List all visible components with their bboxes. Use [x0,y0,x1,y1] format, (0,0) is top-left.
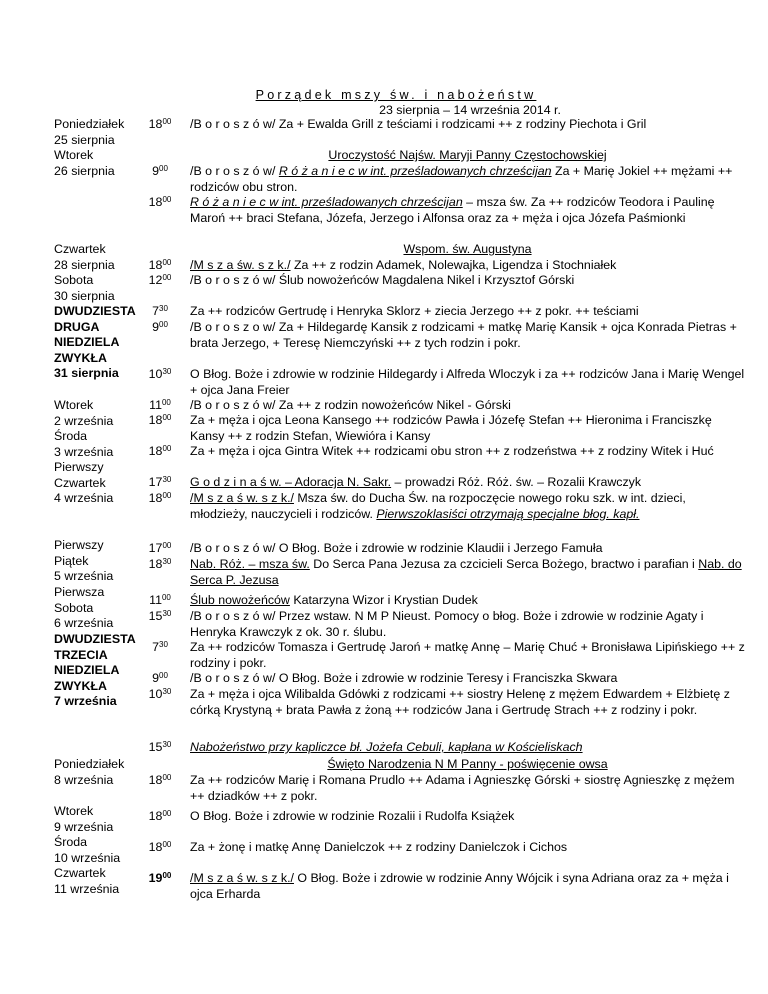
day-label: Pierwszy Czwartek 4 września [54,460,114,506]
mass-time: $17^{30}$ [148,475,172,489]
mass-time: $10^{30}$ [148,687,172,701]
mass-intention: Za ++ rodziców Tomasza i Gertrudę Jaroń + matkę Annę – Marię Chuć + Bronisława Lipińskiego ++ z rodziny i pokr. [190,640,745,670]
mass-time: $18^{00}$ [148,773,172,787]
mass-time: $18^{00}$ [148,117,172,131]
mass-intention: /B o r o s z ó w/ Za ++ z rodzin nowożeńców Nikel - Górski [190,398,511,412]
mass-time: $9^{00}$ [152,164,168,178]
mass-time: $9^{00}$ [152,671,168,685]
mass-intention: /B o r o s z ó w/ Przez wstaw. N M P Nieust. Pomocy o błog. Boże i zdrowie w rodzinie Agaty i Henryka Krawczyk z ok. 30 r. ślubu. [190,609,704,639]
mass-intention: /M s z a ś w. s z k./ Msza św. do Ducha Św. na rozpoczęcie nowego roku szk. w int. dzieci, młodzieży, nauczycieli i rodziców. Pierwszoklasiści otrzymają specjalne błog. kapł. [190,491,686,521]
day-label: Wtorek 2 września [54,398,114,428]
feast-heading: Wspom. św. Augustyna [403,242,532,256]
mass-time: $7^{30}$ [152,640,168,654]
mass-intention: Ślub nowożeńców Katarzyna Wizor i Krystian Dudek [190,593,478,607]
day-label: Środa 3 września [54,429,114,459]
mass-intention: /B o r o s z ó w/ Za + Ewalda Grill z teściami i rodzicami ++ z rodziny Piechota i Gril [190,117,647,131]
mass-time: $18^{30}$ [148,557,172,571]
mass-intention: Za + męża i ojca Wilibalda Gdówki z rodzicami ++ siostry Helenę z mężem Edwardem + Elżbietę z córką Krystyną + brata Pawła z żoną ++ rodziców Jana i Gertrudę Strach ++ z rodziny i pokr. [190,687,730,717]
sunday-label: DWUDZIESTA TRZECIA NIEDZIELA ZWYKŁA 7 września [54,632,136,709]
mass-time: $18^{00}$ [148,195,172,209]
mass-intention: Za + męża i ojca Gintra Witek ++ rodzicami obu stron ++ z rodzeństwa ++ z rodziny Witek i Huć [190,444,714,458]
mass-time: $12^{00}$ [148,273,172,287]
day-label: Środa 10 września [54,835,121,865]
day-label: Czwartek 11 września [54,866,120,896]
mass-intention: Za ++ rodziców Marię i Romana Prudlo ++ Adama i Agnieszkę Górski + siostrę Agnieszkę z mężem ++ dziadków ++ z pokr. [190,773,735,803]
date-range: 23 sierpnia – 14 września 2014 r. [379,103,561,117]
mass-intention: /M s z a św. s z k./ Za ++ z rodzin Adamek, Nolewajka, Ligendza i Stochniałek [190,258,617,272]
mass-time: $18^{00}$ [148,413,172,427]
mass-intention: /B o r o s z o w/ Za + Hildegardę Kansik z rodzicami + matkę Marię Kansik + ojca Konrada Pietras + brata Jerzego, + Teresę Niemczyński ++ z tych rodzin i pokr. [190,320,737,350]
mass-intention: G o d z i n a ś w. – Adoracja N. Sakr. – prowadzi Róż. Róż. św. – Rozalii Krawczyk [190,475,642,489]
feast-heading: Uroczystość Najśw. Maryji Panny Częstochowskiej [328,148,607,162]
mass-intention: Nabożeństwo przy kapliczce bł. Jożefa Cebuli, kapłana w Kościeliskach [190,740,583,754]
mass-intention: /B o r o s z ó w/ O Błog. Boże i zdrowie w rodzinie Klaudii i Jerzego Famuła [190,541,603,555]
mass-intention: Nab. Róż. – msza św. Do Serca Pana Jezusa za czcicieli Serca Bożego, bractwo i parafian i Nab. do Serca P. Jezusa [190,557,742,587]
day-label: Pierwsza Sobota 6 września [54,585,114,631]
mass-intention: /B o r o s z ó w/ O Błog. Boże i zdrowie w rodzinie Teresy i Franciszka Skwara [190,671,618,685]
mass-intention: Za ++ rodziców Gertrudę i Henryka Sklorz + ziecia Jerzego ++ z pokr. ++ teściami [190,304,639,318]
mass-time: $18^{00}$ [148,809,172,823]
mass-time: $7^{30}$ [152,304,168,318]
mass-time: $15^{30}$ [148,740,172,754]
page-title: Porządek mszy św. i nabożeństw [255,88,537,102]
mass-intention: O Błog. Boże i zdrowie w rodzinie Hildegardy i Alfreda Wloczyk i za ++ rodziców Jana i Marię Wengel + ojca Jana Freier [190,367,745,397]
day-label: Wtorek 26 sierpnia [54,148,115,178]
mass-time: $17^{00}$ [148,541,172,555]
mass-intention: /B o r o s z ó w/ Ślub nowożeńców Magdalena Nikel i Krzysztof Górski [190,273,575,287]
mass-time: $9^{00}$ [152,320,168,334]
day-label: Czwartek 28 sierpnia [54,242,115,272]
mass-time: $10^{30}$ [148,367,172,381]
mass-time: $11^{00}$ [149,593,171,607]
mass-intention: /B o r o s z ó w/ R ó ż a n i e c w int. prześladowanych chrześcijan Za + Marię Jokiel ++ mężami ++ rodziców obu stron. [190,164,733,194]
day-label: Pierwszy Piątek 5 września [54,538,114,584]
mass-time: $19^{00}$ [148,871,172,885]
feast-heading: Święto Narodzenia N M Panny - poświęcenie owsa [327,757,608,771]
mass-time: $18^{00}$ [148,491,172,505]
day-label: Sobota 30 sierpnia [54,273,115,303]
day-label: Poniedziałek 8 września [54,757,125,787]
mass-intention: /M s z a ś w. s z k./ O Błog. Boże i zdrowie w rodzinie Anny Wójcik i syna Adriana oraz za + męża i ojca Erharda [190,871,729,901]
mass-intention: R ó ż a n i e c w int. prześladowanych chrześcijan – msza św. Za ++ rodziców Teodora i Paulinę Maroń ++ braci Stefana, Józefa, Jerzego i Alfonsa oraz za + męża i ojca Józefa Paśmionki [190,195,715,225]
day-label: Poniedziałek 25 sierpnia [54,117,125,147]
mass-time: $18^{00}$ [148,840,172,854]
day-label: Wtorek 9 września [54,804,114,834]
mass-time: $18^{00}$ [148,258,172,272]
mass-time: $15^{30}$ [148,609,172,623]
sunday-label: DWUDZIESTA DRUGA NIEDZIELA ZWYKŁA 31 sierpnia [54,304,136,381]
mass-intention: O Błog. Boże i zdrowie w rodzinie Rozalii i Rudolfa Książek [190,809,515,823]
mass-time: $18^{00}$ [148,444,172,458]
mass-intention: Za + męża i ojca Leona Kansego ++ rodziców Pawła i Józefę Stefan ++ Hieronima i Franciszkę Kansy ++ z rodzin Stefan, Wiewióra i Kansy [190,413,712,443]
mass-time: $11^{00}$ [149,398,171,412]
mass-intention: Za + żonę i matkę Annę Danielczok ++ z rodziny Danielczok i Cichos [190,840,568,854]
